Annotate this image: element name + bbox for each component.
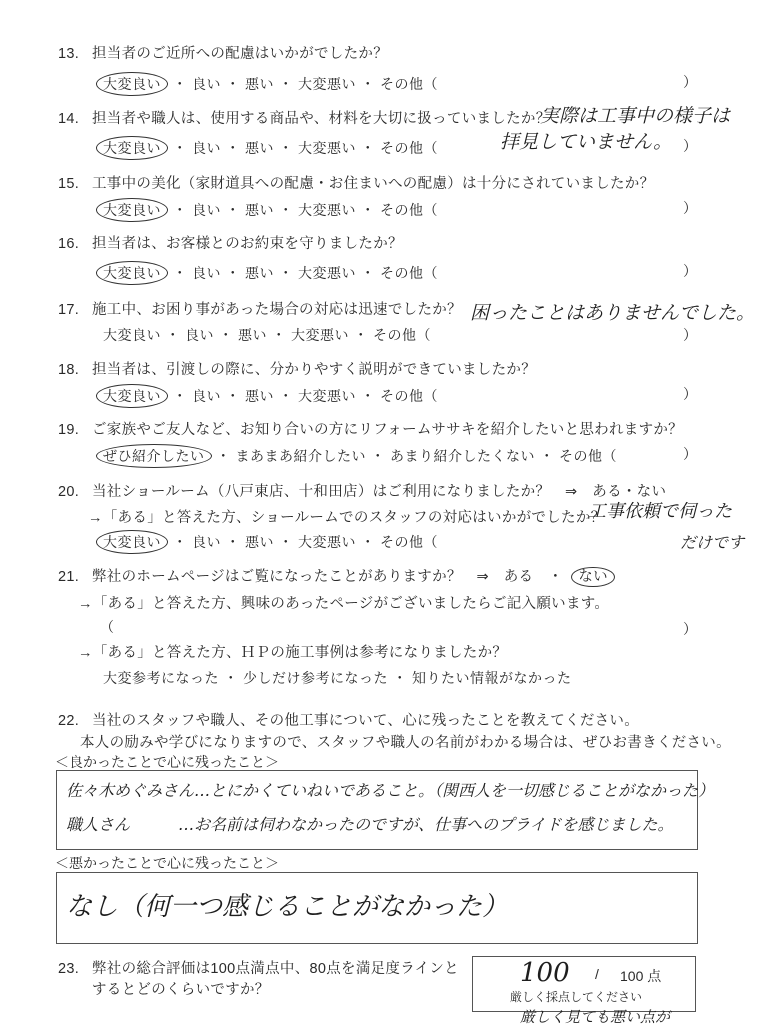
score-max: 100 点 — [620, 968, 662, 984]
bad-label: ＜悪かったことで心に残ったこと＞ — [55, 855, 279, 871]
referral-options: ぜひ紹介したい ・ まあまあ紹介したい ・ あまり紹介したくない ・ その他（ — [103, 444, 617, 468]
option-very-good-circled[interactable]: 大変良い — [96, 384, 168, 408]
score-hint: 厳しく採点してください — [510, 990, 643, 1004]
hp-options: 大変参考になった ・ 少しだけ参考になった ・ 知りたい情報がなかった — [103, 670, 572, 686]
rating-options-14: 大変良い ・ 良い ・ 悪い ・ 大変悪い ・ その他（ — [103, 136, 438, 160]
question-23: 23. 弊社の総合評価は100点満点中、80点を満足度ラインと — [58, 961, 459, 977]
option-very-good-circled[interactable]: 大変良い — [96, 72, 168, 96]
option-other[interactable]: その他（ — [380, 76, 438, 92]
handwritten-note: 拝見していません。 — [500, 131, 673, 153]
option-very-good-circled[interactable]: 大変良い — [96, 136, 168, 160]
rating-options-13: 大変良い ・ 良い ・ 悪い ・ 大変悪い ・ その他（ — [103, 72, 438, 96]
question-19: 19. ご家族やご友人など、お知り合いの方にリフォームササキを紹介したいと思われますか？ — [58, 422, 683, 438]
question-number: 13. — [58, 46, 80, 62]
question-text: 担当者のご近所への配慮はいかがでしたか？ — [92, 46, 388, 62]
question-14: 14. 担当者や職人は、使用する商品や、材料を大切に扱っていましたか？ — [58, 111, 551, 127]
rating-options-15: 大変良い ・ 良い ・ 悪い ・ 大変悪い ・ その他（ — [103, 198, 438, 222]
question-15: 15. 工事中の美化（家財道具への配慮・お住まいへの配慮）は十分にされていましたか？ — [58, 176, 655, 192]
option-very-bad[interactable]: 大変悪い — [298, 76, 356, 92]
option-very-good-circled[interactable]: 大変良い — [96, 261, 168, 285]
question-16: 16. 担当者は、お客様とのお約束を守りましたか？ — [58, 236, 403, 252]
option-no-circled[interactable]: ない — [571, 567, 615, 587]
rating-options-20: 大変良い ・ 良い ・ 悪い ・ 大変悪い ・ その他（ — [103, 530, 438, 554]
handwritten-note: だけです — [680, 533, 745, 552]
question-13 — [58, 42, 388, 63]
question-20: 20. 当社ショールーム（八戸東店、十和田店）はご利用になりましたか？ ⇒ ある・ない — [58, 484, 667, 500]
handwritten-answer: なし（何一つ感じることがなかった） — [66, 892, 509, 922]
good-label: ＜良かったことで心に残ったこと＞ — [55, 754, 279, 770]
option-definitely-refer-circled[interactable]: ぜひ紹介したい — [96, 444, 212, 468]
option-bad[interactable]: 悪い — [245, 76, 274, 92]
question-21: 21. 弊社のホームページはご覧になったことがありますか？ ⇒ ある ・ ない — [58, 565, 615, 586]
handwritten-note: 工事依頼で伺った — [588, 501, 732, 522]
option-very-good-circled[interactable]: 大変良い — [96, 530, 168, 554]
question-22: 22. 当社のスタッフや職人、その他工事について、心に残ったことを教えてください。 — [58, 713, 640, 729]
handwritten-answer: 佐々木めぐみさん…とにかくていねいであること。（関西人を一切感じることがなかった） — [66, 781, 715, 800]
score-value[interactable]: 100 — [520, 958, 570, 988]
rating-options-16: 大変良い ・ 良い ・ 悪い ・ 大変悪い ・ その他（ — [103, 261, 438, 285]
handwritten-note: 困ったことはありませんでした。 — [470, 302, 756, 324]
handwritten-note: 実際は工事中の様子は — [540, 105, 731, 127]
rating-options-18: 大変良い ・ 良い ・ 悪い ・ 大変悪い ・ その他（ — [103, 384, 438, 408]
question-17: 17. 施工中、お困り事があった場合の対応は迅速でしたか？ — [58, 302, 462, 318]
handwritten-note: 厳しく見ても悪い点が — [520, 1008, 671, 1026]
question-20-sub: →「ある」と答えた方、ショールームでのスタッフの対応はいかがでしたか？ — [88, 510, 606, 526]
option-very-good-circled[interactable]: 大変良い — [96, 198, 168, 222]
question-18: 18. 担当者は、引渡しの際に、分かりやすく説明ができていましたか？ — [58, 362, 536, 378]
handwritten-answer: 職人さん …お名前は伺わなかったのですが、仕事へのプライドを感じました。 — [66, 815, 674, 834]
rating-options-17: 大変良い ・ 良い ・ 悪い ・ 大変悪い ・ その他（ — [103, 327, 431, 343]
option-good[interactable]: 良い — [192, 76, 221, 92]
